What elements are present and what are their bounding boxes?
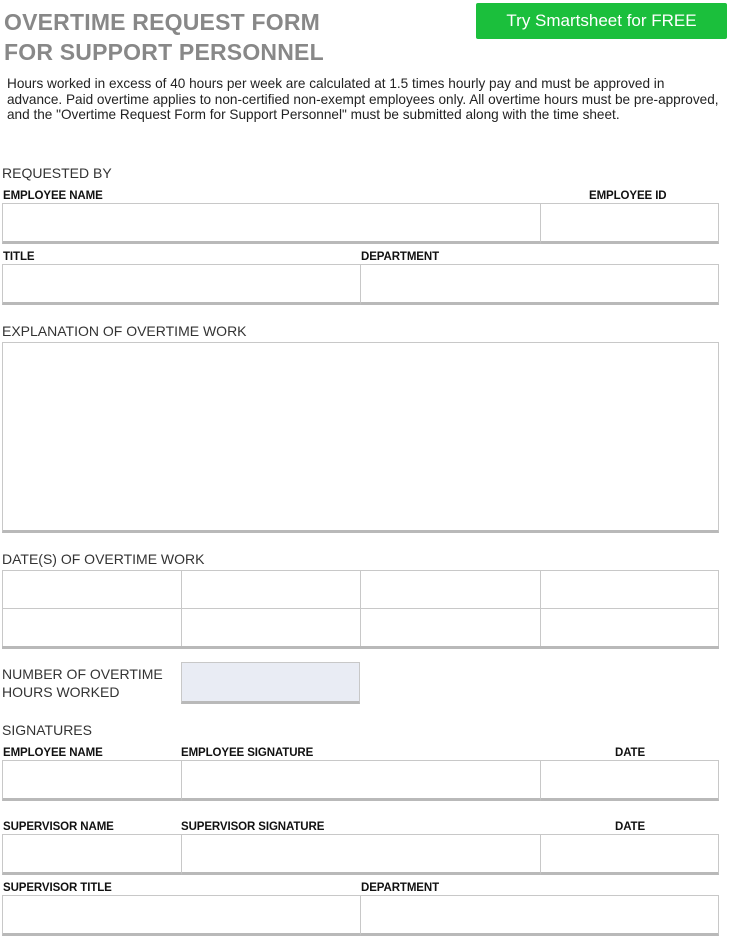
supervisor-signature-label: SUPERVISOR SIGNATURE xyxy=(181,821,325,833)
department-field[interactable] xyxy=(360,264,719,305)
hours-label xyxy=(2,665,163,701)
supervisor-name-label: SUPERVISOR NAME xyxy=(3,821,114,833)
date-cell[interactable] xyxy=(540,570,719,609)
signatures-heading: SIGNATURES xyxy=(2,722,92,738)
employee-id-label: EMPLOYEE ID xyxy=(589,190,667,202)
explanation-heading: EXPLANATION OF OVERTIME WORK xyxy=(2,323,247,339)
dates-grid-underline xyxy=(2,646,719,649)
supervisor-title-field[interactable] xyxy=(2,895,361,936)
try-smartsheet-button[interactable]: Try Smartsheet for FREE xyxy=(476,3,727,39)
department-label: DEPARTMENT xyxy=(361,251,440,263)
dates-heading: DATE(S) OF OVERTIME WORK xyxy=(2,551,205,567)
page-title-line2: FOR SUPPORT PERSONNEL xyxy=(4,39,324,65)
date-cell[interactable] xyxy=(540,608,719,647)
date-cell[interactable] xyxy=(360,570,541,609)
requested-by-heading: REQUESTED BY xyxy=(2,165,112,181)
supervisor-signature-field[interactable] xyxy=(181,834,541,875)
title-field[interactable] xyxy=(2,264,361,305)
page-title xyxy=(4,7,324,67)
supervisor-title-label: SUPERVISOR TITLE xyxy=(3,882,112,894)
hours-label-line1: NUMBER OF OVERTIME xyxy=(2,666,163,682)
supervisor-date-label: DATE xyxy=(615,821,646,833)
supervisor-name-field[interactable] xyxy=(2,834,182,875)
explanation-field[interactable] xyxy=(2,342,719,533)
page-title-line1: OVERTIME REQUEST FORM xyxy=(4,9,320,35)
employee-signature-label: EMPLOYEE SIGNATURE xyxy=(181,747,314,759)
employee-name-field[interactable] xyxy=(2,203,541,244)
sig-employee-name-field[interactable] xyxy=(2,760,182,801)
hours-worked-field[interactable] xyxy=(181,662,360,704)
employee-id-field[interactable] xyxy=(540,203,719,244)
date-cell[interactable] xyxy=(360,608,541,647)
employee-date-field[interactable] xyxy=(540,760,719,801)
employee-signature-field[interactable] xyxy=(181,760,541,801)
sig-department-field[interactable] xyxy=(360,895,719,936)
employee-name-label: EMPLOYEE NAME xyxy=(3,190,103,202)
date-cell[interactable] xyxy=(181,608,361,647)
date-cell[interactable] xyxy=(2,570,182,609)
supervisor-date-field[interactable] xyxy=(540,834,719,875)
sig-department-label: DEPARTMENT xyxy=(361,882,440,894)
intro-text: Hours worked in excess of 40 hours per week are calculated at 1.5 times hourly pay and must be approved in advance. Paid overtime applies to non-certified non-exempt employees only. All overtime hours must be pre-approved, and the "Overtime Request Form for Support Personnel" must be submitted along with the time sheet. xyxy=(7,76,719,122)
hours-label-line2: HOURS WORKED xyxy=(2,684,120,700)
sig-employee-name-label: EMPLOYEE NAME xyxy=(3,747,103,759)
date-cell[interactable] xyxy=(2,608,182,647)
title-label: TITLE xyxy=(3,251,35,263)
date-cell[interactable] xyxy=(181,570,361,609)
employee-date-label: DATE xyxy=(615,747,646,759)
